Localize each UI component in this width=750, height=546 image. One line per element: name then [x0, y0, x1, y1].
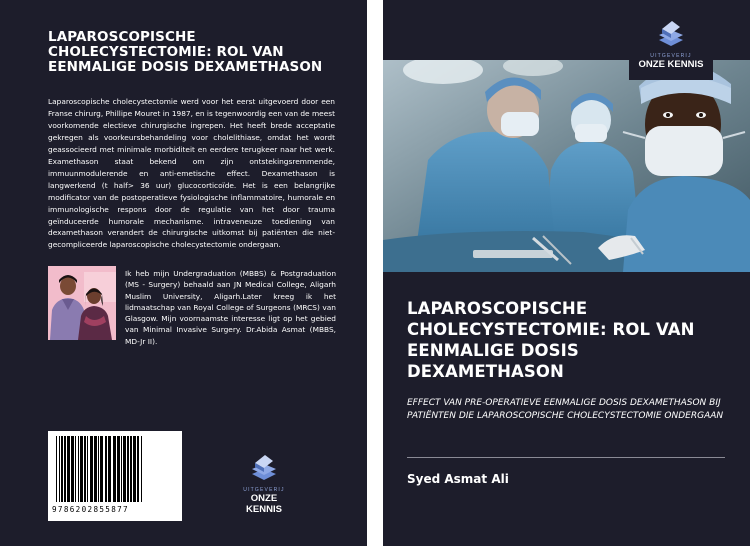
front-cover — [383, 0, 750, 546]
barcode-bar — [71, 436, 74, 502]
publisher-label: UITGEVERIJ — [650, 53, 692, 59]
book-stack-icon — [654, 18, 688, 48]
barcode-bar — [78, 436, 79, 502]
barcode-bar — [123, 436, 126, 502]
barcode-bar — [100, 436, 103, 502]
barcode-bar — [105, 436, 107, 502]
barcode-bar — [87, 436, 88, 502]
barcode-bar — [94, 436, 97, 502]
barcode — [48, 431, 182, 521]
barcode-bar — [117, 436, 120, 502]
barcode-bars — [54, 436, 176, 504]
barcode-bar — [141, 436, 142, 502]
back-cover-description: Laparoscopische cholecystectomie werd voor het eerst uitgevoerd door een Franse chirurg, Phillipe Mouret in 1987, en is tegenwoordig een van de meest voorkomende electieve chirurgische ingrepen. Het heeft brede acceptatie gekregen als voorkeursbehandeling voor cholelithiase, omdat het wordt geassocieerd met minimale morbiditeit en eerdere terugkeer naar het werk. Examethason staat bekend om zijn ontstekingsremmende, immuunmodulerende en anti-emetische effect. Dexamethason is langwerkend (t half> 36 uur) glucocorticoïde. Het is een belangrijke modificator van de postoperatieve fysiologische inflammatoire, humorale en immunologische respons door de regulatie van het door trauma geïnduceerde humorale mechanisme. intraveneuze toediening van dexamethason verandert de chirurgische uitkomst bij patiënten die niet-gecompliceerde laparoscopische cholecystectomie ondergaan. — [48, 97, 335, 250]
publisher-label: UITGEVERIJ — [243, 487, 285, 493]
surgery-photo — [383, 60, 750, 272]
author-name: Syed Asmat Ali — [407, 472, 509, 486]
author-photo — [48, 266, 116, 340]
barcode-bar — [56, 436, 57, 502]
barcode-bar — [90, 436, 93, 502]
barcode-bar — [137, 436, 139, 502]
book-stack-icon — [247, 452, 281, 482]
publisher-name: ONZE KENNIS — [246, 493, 282, 515]
barcode-bar — [61, 436, 63, 502]
barcode-bar — [98, 436, 99, 502]
barcode-bar — [64, 436, 66, 502]
barcode-bar — [121, 436, 122, 502]
front-cover-title: LAPAROSCOPISCHE CHOLECYSTECTOMIE: ROL VAN EENMALIGE DOSIS DEXAMETHASON — [407, 299, 695, 381]
publisher-logo-front — [629, 16, 713, 80]
front-cover-subtitle: EFFECT VAN PRE-OPERATIEVE EENMALIGE DOSIS DEXAMETHASON BIJ PATIËNTEN DIE LAPAROSCOPISCHE CHOLECYSTECTOMIE ONDERGAAN — [407, 398, 724, 421]
barcode-bar — [127, 436, 129, 502]
barcode-bar — [113, 436, 116, 502]
divider-line — [407, 457, 725, 458]
barcode-bar — [80, 436, 83, 502]
barcode-bar — [130, 436, 132, 502]
publisher-name: ONZE KENNIS — [638, 59, 704, 70]
barcode-bar — [84, 436, 86, 502]
back-cover-title: LAPAROSCOPISCHE CHOLECYSTECTOMIE: ROL VAN EENMALIGE DOSIS DEXAMETHASON — [48, 29, 323, 75]
barcode-bar — [67, 436, 70, 502]
barcode-number: 9786202855877 — [52, 505, 129, 514]
book-spine — [367, 0, 383, 546]
barcode-bar — [75, 436, 76, 502]
author-bio: Ik heb mijn Undergraduation (MBBS) & Postgraduation (MS - Surgery) behaald aan JN Medical College, Aligarh Muslim University, Aligarh.Later kreeg ik het lidmaatschap van Royal College of Surgeons (MRCS) van Glasgow. Mijn voornaamste interesse ligt op het gebied van Minimal Invasive Surgery. Dr.Abida Asmat (MBBS, MD-Jr II). — [125, 269, 336, 346]
barcode-bar — [133, 436, 136, 502]
back-cover — [0, 0, 367, 546]
publisher-logo-back — [232, 452, 296, 515]
barcode-bar — [59, 436, 60, 502]
barcode-bar — [108, 436, 111, 502]
